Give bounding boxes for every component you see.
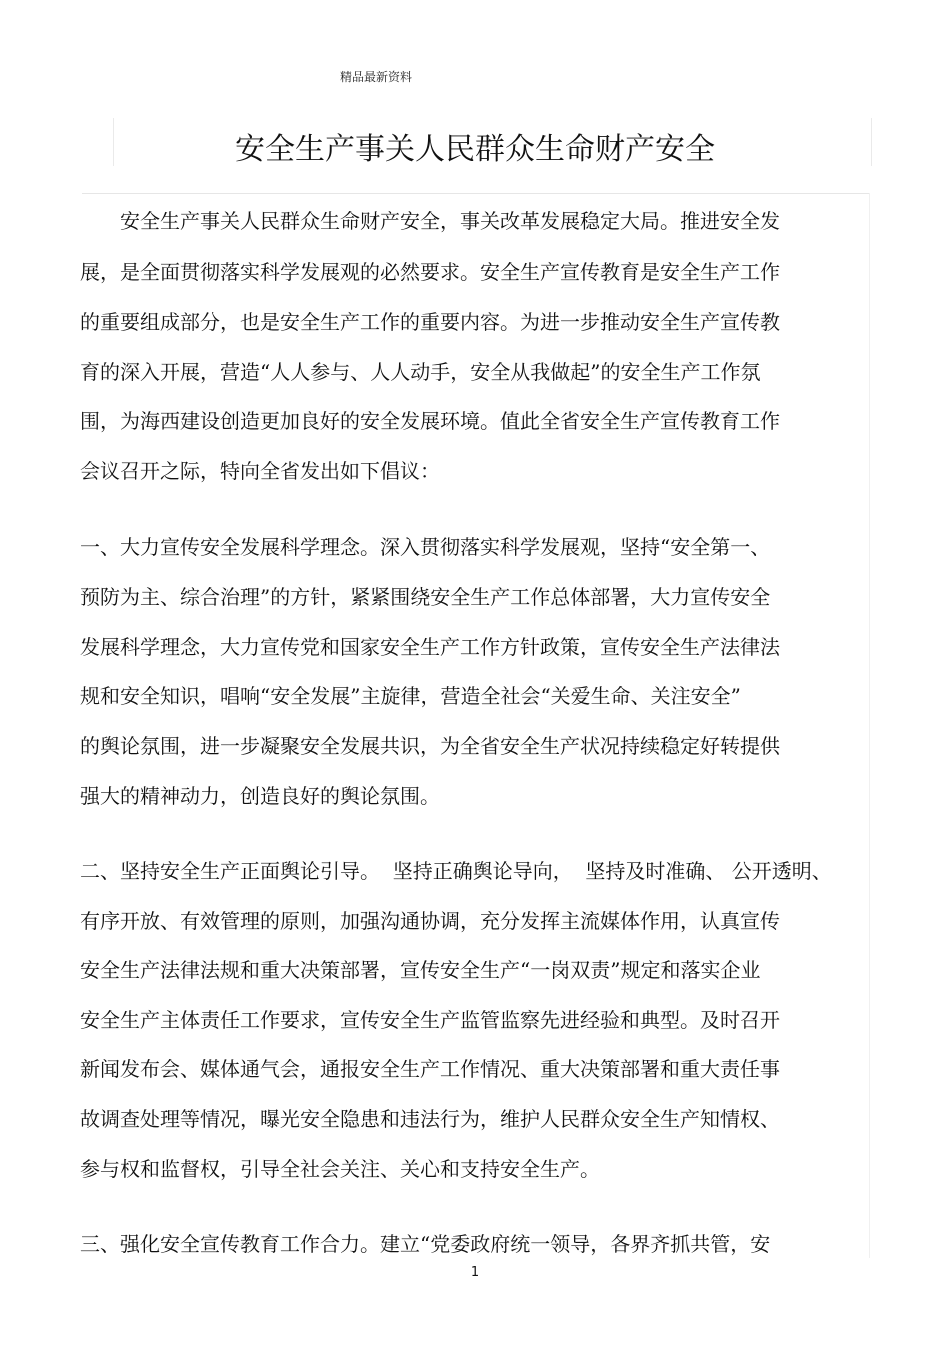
body-line: 安全生产法律法规和重大决策部署，宣传安全生产“一岗双责”规定和落实企业 <box>80 958 761 982</box>
body-line: 一、大力宣传安全发展科学理念。深入贯彻落实科学发展观，坚持“安全第一、 <box>80 535 771 559</box>
body-line: 会议召开之际，特向全省发出如下倡议： <box>80 459 440 483</box>
body-line: 安全生产事关人民群众生命财产安全，事关改革发展稳定大局。推进安全发 <box>80 209 780 233</box>
body-line: 有序开放、有效管理的原则，加强沟通协调，充分发挥主流媒体作用，认真宣传 <box>80 909 780 933</box>
body-line: 发展科学理念，大力宣传党和国家安全生产工作方针政策，宣传安全生产法律法 <box>80 635 780 659</box>
body-line: 强大的精神动力，创造良好的舆论氛围。 <box>80 784 440 808</box>
body-line: 展，是全面贯彻落实科学发展观的必然要求。安全生产宣传教育是安全生产工作 <box>80 260 780 284</box>
body-line: 规和安全知识，唱响“安全发展”主旋律，营造全社会“关爱生命、关注安全” <box>80 684 741 708</box>
body-line: 三、强化安全宣传教育工作合力。建立“党委政府统一领导，各界齐抓共管，安 <box>80 1232 771 1256</box>
header-label: 精品最新资料 <box>340 70 413 84</box>
body-line: 参与权和监督权，引导全社会关注、关心和支持安全生产。 <box>80 1157 600 1181</box>
body-line: 育的深入开展，营造“人人参与、人人动手，安全从我做起”的安全生产工作氛 <box>80 360 761 384</box>
document-title: 安全生产事关人民群众生命财产安全 <box>235 132 715 167</box>
body-line: 预防为主、综合治理”的方针，紧紧围绕安全生产工作总体部署，大力宣传安全 <box>80 585 771 609</box>
title-divider <box>82 193 870 194</box>
body-line: 故调查处理等情况，曝光安全隐患和违法行为，维护人民群众安全生产知情权、 <box>80 1107 780 1131</box>
body-line: 围，为海西建设创造更加良好的安全发展环境。值此全省安全生产宣传教育工作 <box>80 409 780 433</box>
page-number: 1 <box>470 1265 480 1280</box>
body-line: 的重要组成部分，也是安全生产工作的重要内容。为进一步推动安全生产宣传教 <box>80 310 780 334</box>
body-line: 二、坚持安全生产正面舆论引导。 坚持正确舆论导向， 坚持及时准确、 公开透明、 <box>80 859 832 883</box>
body-line: 新闻发布会、媒体通气会，通报安全生产工作情况、重大决策部署和重大责任事 <box>80 1057 780 1081</box>
right-margin-rule <box>869 193 870 1258</box>
body-line: 的舆论氛围，进一步凝聚安全发展共识，为全省安全生产状况持续稳定好转提供 <box>80 734 780 758</box>
body-line: 安全生产主体责任工作要求，宣传安全生产监管监察先进经验和典型。及时召开 <box>80 1008 780 1032</box>
